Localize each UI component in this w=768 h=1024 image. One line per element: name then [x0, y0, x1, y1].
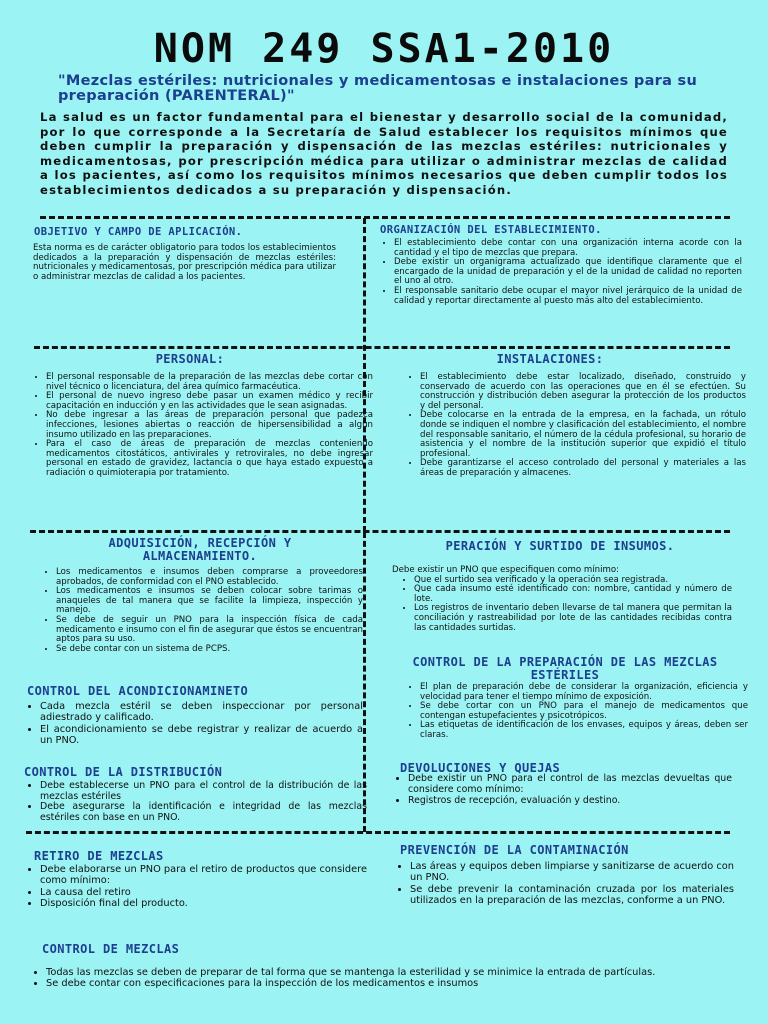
list-item: • Se debe prevenir la contaminación cruzada por los materiales utilizados en la preparación de las mezclas, conforme a un PNO. — [410, 884, 734, 907]
list-item: • Los medicamentos e insumos deben comprarse a proveedores aprobados, de conformidad con el PNO establecido. — [56, 568, 363, 587]
list-item: • El establecimiento debe estar localizado, diseñado, construido y conservado de acuerdo con las operaciones que en él se efectúen. Su construcción y distribución deben asegurar la protección de los productos y del personal. — [420, 373, 746, 411]
devoluciones-list — [392, 774, 732, 806]
distribucion-heading: CONTROL DE LA DISTRIBUCIÓN — [24, 765, 223, 779]
list-item: • El establecimiento debe contar con una organización interna acorde con la cantidad y el tipo de mezclas que prepara. — [394, 239, 742, 258]
distribucion-list — [24, 781, 367, 823]
list-item: • El responsable sanitario debe ocupar el mayor nivel jerárquico de la unidad de calidad y reportar directamente al puesto más alto del establecimiento. — [394, 287, 742, 306]
devoluciones-heading: DEVOLUCIONES Y QUEJAS — [400, 761, 561, 775]
list-item: • Cada mezcla estéril se deben inspeccionar por personal adiestrado y calificado. — [40, 701, 363, 724]
control-mezclas-list — [30, 967, 716, 990]
list-item: • El plan de preparación debe de considerar la organización, eficiencia y velocidad para tener el tiempo mínimo de exposición. — [420, 683, 748, 702]
list-item: • Debe colocarse en la entrada de la empresa, en la fachada, un rótulo donde se indiquen el nombre y clasificación del establecimiento, el nombre del responsable sanitario, el número de la cédula profesional, su horario de asistencia y el nombre de la institución superior que expidió el título profesional. — [420, 411, 746, 459]
intro-paragraph: La salud es un factor fundamental para el bienestar y desarrollo social de la comunidad, por lo que corresponde a la Secretaría de Salud establecer los requisitos mínimos que deben cumplir la preparación y dispensación de las mezclas estériles: nutricionales y medicamentosas, por prescripción médica para utilizar o administrar mezclas de calidad a los pacientes, así como los requisitos mínimos necesarios que deben cumplir todos los establecimientos dedicados a su preparación y dispensación. — [40, 110, 728, 197]
divider-3 — [30, 530, 730, 533]
list-item: • Se debe contar con un sistema de PCPS. — [56, 645, 363, 655]
surtido-list — [392, 576, 732, 634]
control-mezclas-heading: CONTROL DE MEZCLAS — [42, 942, 180, 956]
organizacion-list — [378, 239, 742, 306]
list-item: • Debe garantizarse el acceso controlado del personal y materiales a las áreas de preparación y almacenes. — [420, 459, 746, 478]
list-item: • Se debe de seguir un PNO para la inspección física de cada medicamento e insumo con el fin de asegurar que éstos se encuentran aptos para su uso. — [56, 616, 363, 645]
list-item: • Los medicamentos e insumos se deben colocar sobre tarimas o anaqueles de tal manera que se facilite la limpieza, inspección y manejo. — [56, 587, 363, 616]
surtido-heading: PERACIÓN Y SURTIDO DE INSUMOS. — [445, 539, 675, 553]
adquisicion-list — [40, 568, 363, 654]
contaminacion-list — [394, 861, 734, 906]
acondicionamiento-list — [24, 701, 363, 746]
list-item: • El personal responsable de la preparación de las mezclas debe cortar con nivel técnico o licenciatura, del área químico farmacéutica. — [46, 373, 373, 392]
personal-heading: PERSONAL: — [155, 352, 225, 366]
adquisicion-heading: ADQUISICIÓN, RECEPCIÓN Y ALMACENAMIENTO. — [108, 536, 292, 563]
list-item: • Todas las mezclas se deben de preparar de tal forma que se mantenga la esterilidad y se minimice la entrada de partículas. — [46, 967, 716, 978]
list-item: • La causa del retiro — [40, 887, 367, 898]
surtido-block — [392, 566, 732, 633]
subtitle: "Mezclas estériles: nutricionales y medicamentosas e instalaciones para su preparación (PARENTERAL)" — [58, 73, 698, 104]
objetivo-heading: OBJETIVO Y CAMPO DE APLICACIÓN. — [34, 226, 243, 238]
surtido-intro: Debe existir un PNO que especifiquen como mínimo: — [392, 565, 619, 575]
list-item: • Disposición final del producto. — [40, 898, 367, 909]
list-item: • Se debe contar con especificaciones para la inspección de los medicamentos e insumos — [46, 978, 716, 989]
contaminacion-heading: PREVENCIÓN DE LA CONTAMINACIÓN — [400, 843, 629, 857]
objetivo-text: Esta norma es de carácter obligatorio para todos los establecimientos dedicados a la preparación y dispensación de mezclas estériles: nutricionales y medicamentosas, por prescripción médica para utilizar o administrar mezclas de calidad a los pacientes. — [33, 243, 336, 282]
personal-list — [30, 373, 373, 479]
divider-4 — [26, 831, 730, 834]
list-item: • Que cada insumo esté identificado con: nombre, cantidad y número de lote. — [414, 585, 732, 604]
list-item: • El personal de nuevo ingreso debe pasar un examen médico y recibir capacitación en inducción y en las actividades que le sean asignadas. — [46, 392, 373, 411]
list-item: • Debe elaborarse un PNO para el retiro de productos que considere como mínimo: — [40, 864, 367, 887]
list-item: • Las etiquetas de identificación de los envases, equipos y áreas, deben ser claras. — [420, 721, 748, 740]
retiro-list — [24, 864, 367, 909]
instalaciones-heading: INSTALACIONES: — [496, 352, 604, 366]
list-item: • El acondicionamiento se debe registrar y realizar de acuerdo a un PNO. — [40, 724, 363, 747]
list-item: • Los registros de inventario deben llevarse de tal manera que permitan la conciliación y rastreabilidad por lote de las cantidades recibidas contra las cantidades surtidas. — [414, 604, 732, 633]
list-item: • No debe ingresar a las áreas de preparación personal que padezca infecciones, lesiones abiertas o reacción de hipersensibilidad a algún insumo utilizado en las preparaciones. — [46, 411, 373, 440]
organizacion-heading: ORGANIZACIÓN DEL ESTABLECIMIENTO. — [380, 224, 602, 236]
list-item: • Debe asegurarse la identificación e integridad de las mezclas estériles con base en un PNO. — [40, 802, 367, 823]
preparacion-heading: CONTROL DE LA PREPARACIÓN DE LAS MEZCLAS ESTÉRILES — [412, 655, 718, 682]
list-item: • Para el caso de áreas de preparación de mezclas conteniendo medicamentos citostáticos, antivirales y retrovirales, no debe ingresar personal en estado de gravidez, lactancia o que haya estado expuesto a radiación o quimioterapia por tratamiento. — [46, 440, 373, 478]
preparacion-list — [404, 683, 748, 741]
list-item: • Registros de recepción, evaluación y destino. — [408, 796, 732, 807]
list-item: • Debe existir un PNO para el control de las mezclas devueltas que considere como mínimo: — [408, 774, 732, 796]
list-item: • Debe existir un organigrama actualizado que identifique claramente que el encargado de la unidad de preparación y el de la unidad de calidad no reporten el uno al otro. — [394, 258, 742, 287]
page-title: NOM 249 SSA1-2010 — [153, 26, 615, 72]
list-item: • Las áreas y equipos deben limpiarse y sanitizarse de acuerdo con un PNO. — [410, 861, 734, 884]
divider-1 — [40, 216, 730, 219]
retiro-heading: RETIRO DE MEZCLAS — [34, 849, 164, 863]
instalaciones-list — [404, 373, 746, 479]
acondicionamiento-heading: CONTROL DEL ACONDICIONAMINETO — [27, 684, 249, 698]
list-item: • Que el surtido sea verificado y la operación sea registrada. — [414, 576, 732, 586]
list-item: • Debe establecerse un PNO para el control de la distribución de las mezclas estériles — [40, 781, 367, 802]
divider-2 — [34, 346, 730, 349]
list-item: • Se debe cortar con un PNO para el manejo de medicamentos que contengan estupefacientes y psicotrópicos. — [420, 702, 748, 721]
